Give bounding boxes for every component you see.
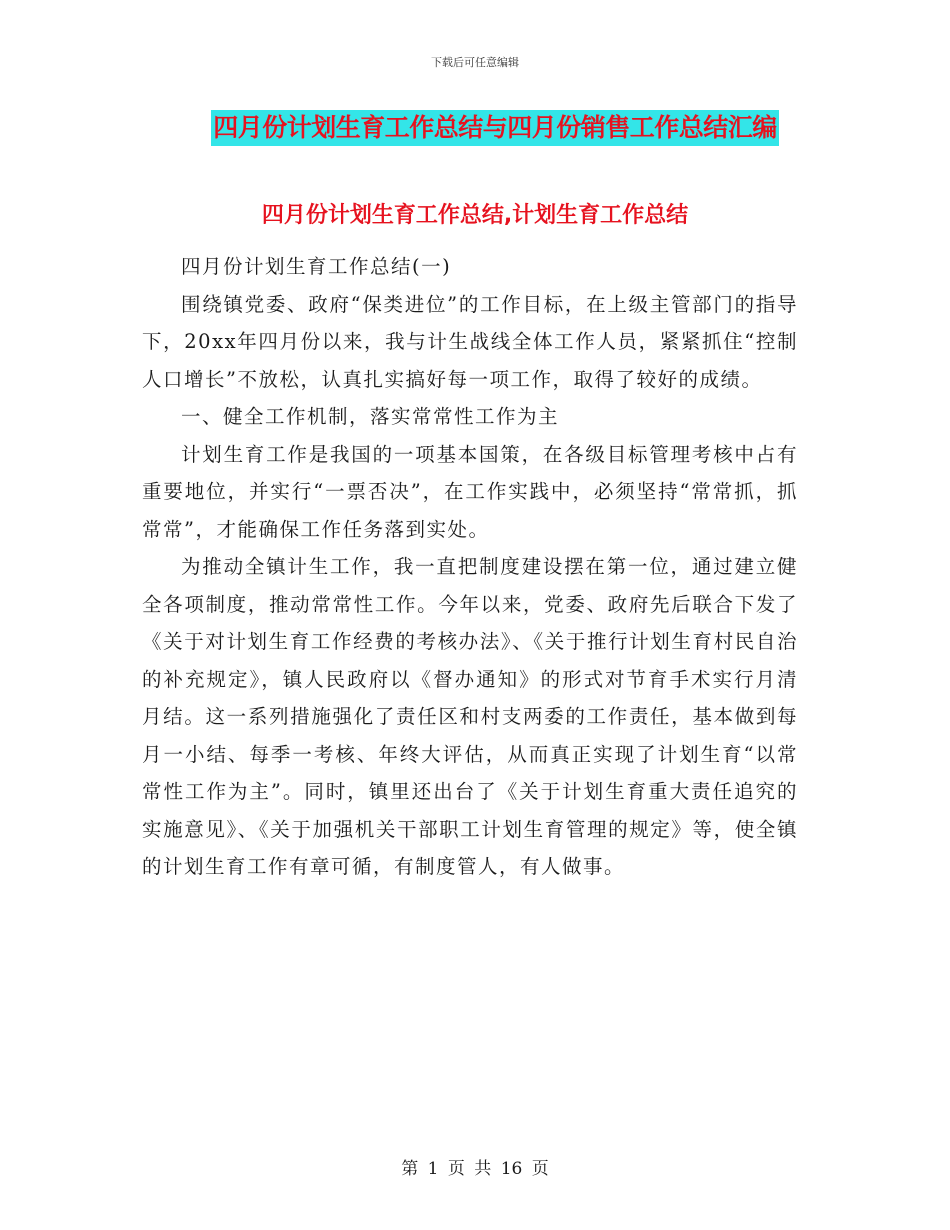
- paragraph: 围绕镇党委、政府“保类进位”的工作目标，在上级主管部门的指导下，20xx年四月份以来，我与计生战线全体工作人员，紧紧抓住“控制人口增长”不放松，认真扎实搞好每一项工作，取得了较好的成绩。: [142, 292, 798, 391]
- document-body: [142, 248, 798, 886]
- paragraph-heading-1: 四月份计划生育工作总结(一): [181, 255, 452, 278]
- paragraph: 计划生育工作是我国的一项基本国策，在各级目标管理考核中占有重要地位，并实行“一票否决”，在工作实践中，必须坚持“常常抓，抓常常”，才能确保工作任务落到实处。: [142, 442, 798, 541]
- paragraph: 为推动全镇计生工作，我一直把制度建设摆在第一位，通过建立健全各项制度，推动常常性工作。今年以来，党委、政府先后联合下发了《关于对计划生育工作经费的考核办法》、《关于推行计划生育村民自治的补充规定》，镇人民政府以《督办通知》的形式对节育手术实行月清月结。这一系列措施强化了责任区和村支两委的工作责任，基本做到每月一小结、每季一考核、年终大评估，从而真正实现了计划生育“以常常性工作为主”。同时，镇里还出台了《关于计划生育重大责任追究的实施意见》、《关于加强机关干部职工计划生育管理的规定》等，使全镇的计划生育工作有章可循，有制度管人，有人做事。: [142, 555, 798, 878]
- main-title-container: [0, 110, 950, 146]
- page-footer: 第 1 页 共 16 页: [401, 1159, 549, 1179]
- header-note: 下载后可任意编辑: [431, 56, 519, 69]
- section-heading: 一、健全工作机制，落实常常性工作为主: [181, 405, 560, 428]
- main-title: 四月份计划生育工作总结与四月份销售工作总结汇编: [211, 110, 779, 146]
- sub-title: 四月份计划生育工作总结,计划生育工作总结: [261, 203, 689, 228]
